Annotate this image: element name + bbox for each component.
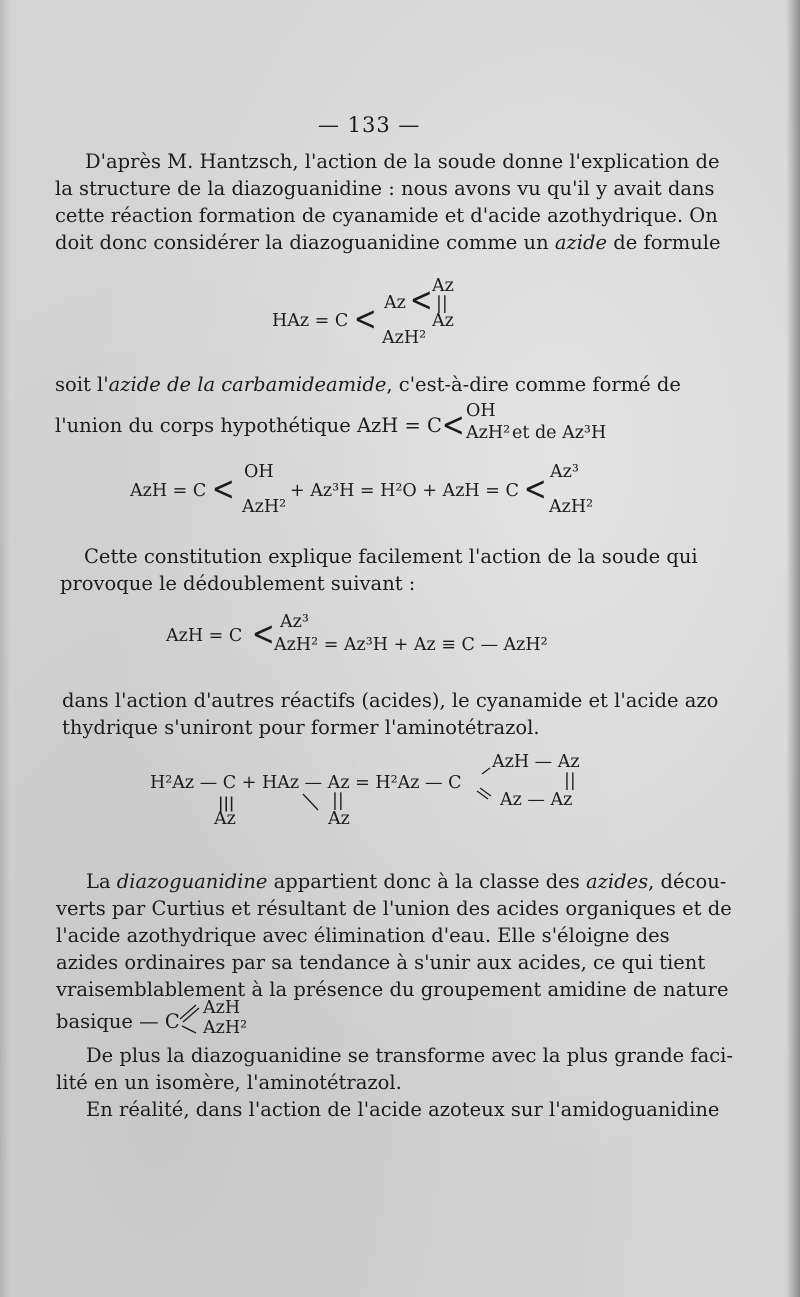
formula1-ring-branch: < — [409, 280, 433, 320]
para4-line-1: dans l'action d'autres réactifs (acides), le cyanamide et l'acide azo — [62, 689, 719, 712]
formula3-az3: Az³ — [280, 612, 309, 632]
para1-line-1: D'après M. Hantzsch, l'action de la soude donne l'explication de — [85, 150, 720, 173]
formula3-left: AzH = C — [166, 626, 243, 646]
para2-branch: < — [441, 405, 465, 445]
para6-line-1: De plus la diazoguanidine se transforme avec la plus grande faci- — [86, 1044, 734, 1067]
term-azide-carbamideamide: azide de la carbamideamide — [108, 373, 387, 396]
formula1-az-link: Az — [384, 293, 406, 313]
formula4-az-1: Az — [214, 809, 236, 829]
para1-line-4-text: doit donc considérer la diazoguanidine comme un — [55, 231, 549, 254]
para2-line-1-pre: soit l' — [55, 373, 109, 396]
formula1-az-top: Az — [432, 276, 454, 296]
formula4-double-bond: || — [332, 791, 344, 811]
formula3-branch: < — [251, 614, 275, 654]
term-diazoguanidine: diazoguanidine — [116, 870, 268, 893]
para6-line-2: lité en un isomère, l'aminotétrazol. — [56, 1071, 402, 1094]
formula1-azh2: AzH² — [382, 328, 427, 348]
formula4-main: H²Az — C + HAz — Az = H²Az — C — [150, 773, 462, 793]
para5-line-3: l'acide azothydrique avec élimination d'eau. Elle s'éloigne des — [56, 924, 670, 947]
para2-line-1-post: , c'est-à-dire comme formé de — [386, 373, 681, 396]
formula1-double-bond: || — [436, 294, 448, 314]
formula2-middle: + Az³H = H²O + AzH = C — [290, 481, 519, 501]
formula4-ring-bottom: Az — Az — [500, 790, 573, 810]
formula1-branch: < — [353, 299, 377, 339]
formula1-az-bottom: Az — [432, 311, 454, 331]
formula2-azh2: AzH² — [242, 497, 287, 517]
para4-line-2: thydrique s'uniront pour former l'aminotétrazol. — [62, 716, 540, 739]
para2-line-2: l'union du corps hypothétique AzH = C — [55, 414, 442, 437]
formula2-left: AzH = C — [130, 481, 207, 501]
formula4-diagonal-bond — [303, 794, 318, 810]
formula4-az-2: Az — [328, 809, 350, 829]
para5-line-4: azides ordinaires par sa tendance à s'unir aux acides, ce qui tient — [56, 951, 706, 974]
formula2-branch-1: < — [211, 469, 235, 509]
para5-azh: AzH — [203, 998, 241, 1018]
para5-single-bond — [182, 1026, 196, 1033]
formula2-oh: OH — [244, 462, 274, 482]
formula4-ring-bond-upper — [482, 768, 490, 774]
para5-line-1-mid: appartient donc à la classe des — [273, 870, 580, 893]
formula2-az3: Az³ — [550, 462, 579, 482]
para5-line-2: verts par Curtius et résultant de l'union des acides organiques et de — [56, 897, 732, 920]
formula2-branch-2: < — [523, 469, 547, 509]
formula2-azh2-right: AzH² — [549, 497, 594, 517]
para7-line-1: En réalité, dans l'action de l'acide azoteux sur l'amidoguanidine — [86, 1098, 720, 1121]
para1-line-4-tail: de formule — [613, 231, 721, 254]
para1-line-3: cette réaction formation de cyanamide et d'acide azothydrique. On — [55, 204, 718, 227]
para1-line-2: la structure de la diazoguanidine : nous avons vu qu'il y avait dans — [55, 177, 715, 200]
para5-azh2: AzH² — [203, 1018, 248, 1038]
para5-basique: basique — C — [56, 1010, 180, 1033]
para3-line-2: provoque le dédoublement suivant : — [60, 572, 416, 595]
para2-tail: et de Az³H — [512, 423, 607, 443]
formula3-right: AzH² = Az³H + Az ≡ C — AzH² — [274, 635, 548, 655]
term-azides: azides — [585, 870, 649, 893]
formula4-ring-top: AzH — Az — [492, 752, 580, 772]
formula4-triple-bond: ||| — [218, 794, 235, 812]
formula4-ring-double-bond: || — [564, 771, 576, 791]
para2-azh2: AzH² — [466, 423, 511, 443]
para5-line-1-post: , décou- — [648, 870, 727, 893]
para5-line-1-pre: La — [86, 870, 111, 893]
para5-line-5: vraisemblablement à la présence du groupement amidine de nature — [56, 978, 729, 1001]
para2-oh: OH — [466, 401, 496, 421]
para3-line-1: Cette constitution explique facilement l'action de la soude qui — [84, 545, 698, 568]
term-azide: azide — [554, 231, 608, 254]
page-number: — 133 — — [318, 113, 421, 137]
formula1-left: HAz = C — [272, 311, 349, 331]
